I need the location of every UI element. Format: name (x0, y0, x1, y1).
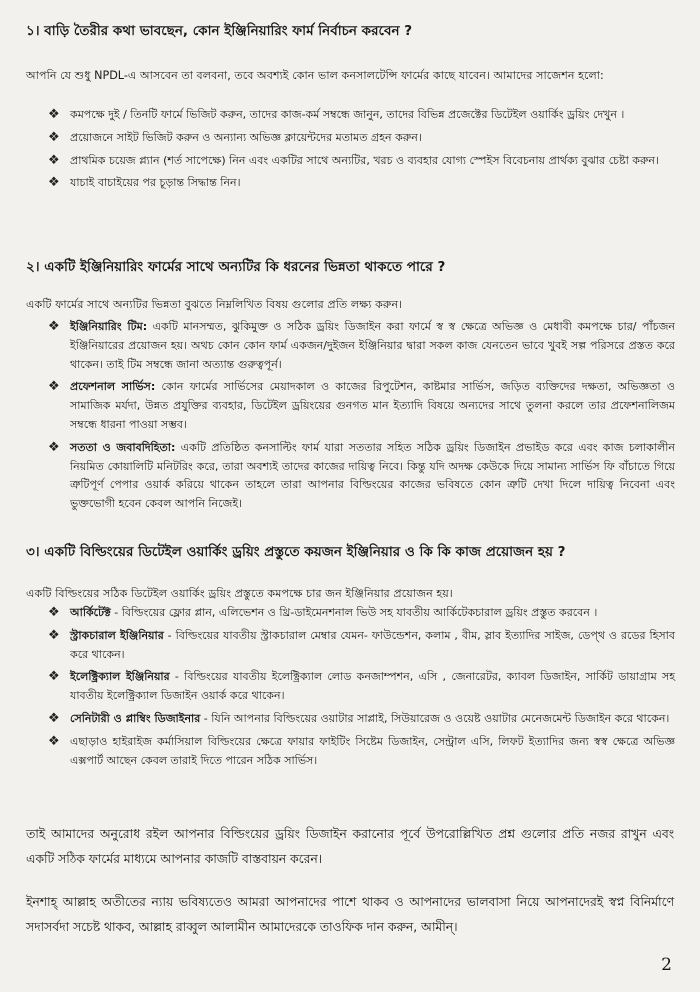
section-1-heading: ১। বাড়ি তৈরীর কথা ভাবছেন, কোন ইঞ্জিনিয়ারিং ফার্ম নির্বাচন করবেন ? (26, 23, 413, 39)
list-item: ❖ স্ট্রাকচারাল ইঞ্জিনিয়ার - বিল্ডিংয়ের যাবতীয় স্ট্রাকচারাল মেম্বার যেমন- ফাউন্ডেশন, কলাম , বীম, স্লাব ইত্যাদির সাইজ, ডেপ্থ ও রডের হিসাব করে থাকেন। (48, 627, 675, 661)
diamond-dots-icon: ❖ (48, 669, 60, 685)
section-1-bullet-list (48, 106, 675, 197)
diamond-dots-icon: ❖ (48, 379, 60, 395)
page-number: 2 (661, 955, 672, 975)
list-item: ❖ আর্কিটেক্ট - বিল্ডিংয়ের ফ্লোর প্লান, এলিভেশন ও থ্রি-ডাইমেনশনাল ভিউ সহ যাবতীয় আর্কিটেকচারাল ড্রয়িং প্রস্তুত করবেন । (48, 604, 675, 623)
diamond-dots-icon: ❖ (48, 710, 60, 726)
diamond-dots-icon: ❖ (48, 152, 60, 168)
list-item: ❖ এছাড়াও হাইরাইজ কর্মাসিয়াল বিল্ডিংয়ের ক্ষেত্রে ফায়ার ফাইটিং সিষ্টেম ডিজাইন, সেন্ট্রাল এসি, লিফট ইত্যাদির জন্য স্বস্ব ক্ষেত্রে অভিজ্ঞ এক্সপার্ট আছেন কেবল তারাই দিতে পারেন সঠিক সার্ভিস। (48, 733, 675, 767)
diamond-dots-icon: ❖ (48, 319, 60, 334)
section-2-heading: ২। একটি ইঞ্জিনিয়ারিং ফার্মের সাথে অন্যটির কি ধরনের ভিন্নতা থাকতে পারে ? (26, 259, 446, 275)
list-item: ❖ সেনিটারী ও প্লাম্বিং ডিজাইনার - যিনি আপনার বিল্ডিংয়ের ওয়াটার সাপ্লাই, সিউয়ারেজ ও ওয়েষ্ট ওয়াটার মেনেজমেন্ট ডিজাইন করে থাকেন। (48, 710, 675, 729)
diamond-dots-icon: ❖ (48, 733, 60, 749)
diamond-dots-icon: ❖ (48, 129, 60, 145)
closing-paragraph-2: ইনশাহ্ আল্লাহ অতীতের ন্যায় ভবিষ্যতেও আমরা আপনাদের পাশে থাকব ও আপনাদের ভালবাসা নিয়ে আপনাদেরই স্বপ্ন বিনির্মাণে সদাসর্বদা সচেষ্ট থাকব, আল্লাহ রাব্বুল আলামীন আমাদেরকে তাওফিক দান করুন, আমীন্। (26, 895, 674, 934)
list-item: ❖ প্রফেশনাল সার্ভিস: কোন ফার্মের সার্ভিসের মেয়াদকাল ও কাজের রিপুটেশন, কাষ্টমার সার্ভিস, জড়িত ব্যক্তিদের দক্ষতা, অভিজ্ঞতা ও সামাজিক মর্যদা, উন্নত প্রযুক্তির ব্যবহার, ডিটেইল ড্রয়িংয়ের গুনগত মান ইত্যাদি বিষয়ে অন্যদের সাথে তুলনা করলে তার প্রফেশনালিজম সম্বন্ধে ধারনা পাওয়া সম্ভব। (48, 379, 675, 431)
list-item: ❖ ইলেক্ট্রিক্যাল ইঞ্জিনিয়ার - বিল্ডিংয়ের যাবতীয় ইলেক্ট্রিক্যাল লোড কনজাম্পশন, এসি , জেনারেটর, ক্যাবল ডিজাইন, সার্কিট ডায়াগ্রাম সহ যাবতীয় ইলেক্ট্রিক্যাল ডিজাইন ওয়ার্ক করে থাকেন। (48, 669, 675, 703)
section-1-intro: আপনি যে শুধু NPDL-এ আসবেন তা বলবনা, তবে অবশ্যই কোন ভাল কনসালটেন্সি ফার্মের কাছে যাবেন। আমাদের সাজেশন হলো: (26, 69, 604, 82)
section-2-bullet-list (48, 318, 675, 518)
list-item: ❖ কমপক্ষে দুই / তিনটি ফার্মে ভিজিট করুন, তাদের কাজ-কর্ম সম্বন্ধে জানুন, তাদের বিভিন্ন প্রজেক্টের ডিটেইল ওয়ার্কিং ড্রয়িং দেখুন । (48, 106, 675, 125)
list-item: ❖ প্রয়োজনে সাইট ভিজিট করুন ও অন্যান্য অভিজ্ঞ ক্লায়েন্টদের মতামত গ্রহন করুন। (48, 129, 675, 148)
list-item: ❖ সততা ও জবাবদিহিতা: একটি প্রতিষ্ঠিত কনসাল্টিং ফার্ম যারা সততার সহিত সঠিক ড্রয়িং ডিজাইন প্রভাইড করে এবং কাজ চলাকালীন নিয়মিত কোয়ালিটি মনিটরিং করে, তারা অবশ্যই তাদের কাজের দায়িত্ব নিবে। কিন্তু যদি অদক্ষ কেউকে দিয়ে সামান্য সার্ভিস ফি বাঁচাতে গিয়ে ত্রুটিপূর্ণ পেপার ওয়ার্ক করিয়ে থাকেন তাহলে তারা আপনার বিল্ডিংয়ের কাজের ভবিষতে কোন ত্রুটি দেখা দিলে দায়িত্ব নিবেনা এবং ভুক্তভোগী হবেন কেবল আপনি নিজেই। (48, 439, 675, 511)
list-item: ❖ যাচাই বাচাইয়ের পর চূড়ান্ত সিদ্ধান্ত নিন। (48, 174, 675, 193)
section-3-heading: ৩। একটি বিল্ডিংয়ের ডিটেইল ওয়ার্কিং ড্রয়িং প্রস্তুতে কয়জন ইঞ্জিনিয়ার ও কি কি কাজ প্রয়োজন হয় ? (26, 544, 566, 560)
list-item: ❖ প্রাথমিক চয়েজ প্ল্যান (শর্ত সাপেক্ষে) নিন এবং একটির সাথে অন্যটির, খরচ ও ব্যবহার যোগ্য স্পেইস বিবেচনায় প্রার্থক্য বুঝার চেষ্টা করুন। (48, 152, 675, 171)
list-item: ❖ ইঞ্জিনিয়ারিং টিম: একটি মানসম্মত, ঝুকিমুক্ত ও সঠিক ড্রয়িং ডিজাইন করা ফার্মে স্ব স্ব ক্ষেত্রে অভিজ্ঞ ও মেধাবী কমপক্ষে চার/ পাঁচজন ইঞ্জিনিয়ারের প্রয়োজন হয়। অথচ কোন কোন ফার্ম একজন/দুইজন ইঞ্জিনিয়ার দ্বারা সকল কাজ যেনতেন ভাবে খুবই সল্প পরিসরে প্রস্তত করে থাকেন। তাই টিম সম্বন্ধে জানা অত্যান্ত গুরুত্বপূর্ন। (48, 319, 675, 371)
diamond-dots-icon: ❖ (48, 107, 60, 122)
diamond-dots-icon: ❖ (48, 175, 60, 191)
diamond-dots-icon: ❖ (48, 605, 60, 620)
diamond-dots-icon: ❖ (48, 439, 60, 455)
section-2-intro: একটি ফার্মের সাথে অন্যটির ভিন্নতা বুঝতে নিম্নলিখিত বিষয় গুলোর প্রতি লক্ষ্য করুন। (26, 298, 403, 311)
closing-paragraph-1: তাই আমাদের অনুরোধ রইল আপনার বিল্ডিংয়ের ড্রয়িং ডিজাইন করানোর পূর্বে উপরোল্লিখিত প্রশ্ন গুলোর প্রতি নজর রাখুন এবং একটি সঠিক ফার্মের মাধ্যমে আপনার কাজটি বাস্তবায়ন করেন। (26, 827, 674, 866)
section-3-bullet-list (48, 604, 675, 774)
section-3-intro: একটি বিল্ডিংয়ের সঠিক ডিটেইল ওয়ার্কিং ড্রয়িং প্রস্তুতে কমপক্ষে চার জন ইঞ্জিনিয়ার প্রয়োজন হয়। (26, 587, 453, 600)
diamond-dots-icon: ❖ (48, 627, 60, 643)
